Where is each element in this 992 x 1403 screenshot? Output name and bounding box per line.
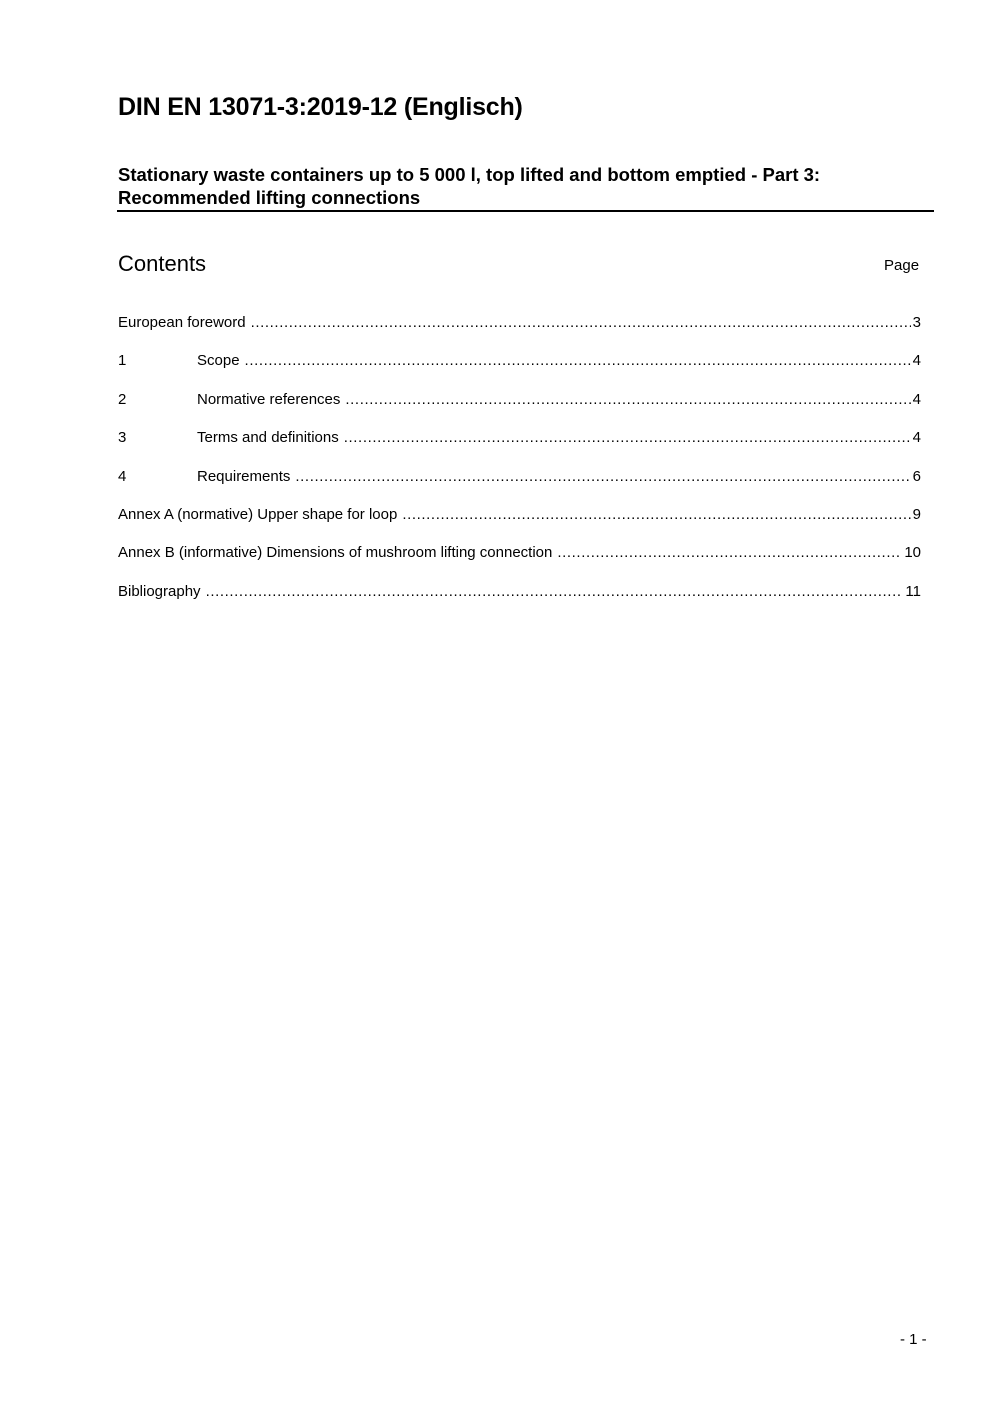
toc-leader-dots — [251, 314, 911, 331]
toc-entry-annex-a[interactable] — [118, 506, 921, 544]
toc-entry-page: 4 — [912, 429, 921, 447]
toc-entry-page: 11 — [905, 582, 921, 600]
toc-entry-number: 4 — [118, 467, 127, 485]
toc-entry-page: 3 — [912, 314, 921, 331]
toc-leader-dots — [206, 583, 904, 600]
toc-entry-scope[interactable] — [118, 352, 921, 390]
toc-leader-dots — [295, 468, 910, 485]
document-subtitle: Stationary waste containers up to 5 000 l, top lifted and bottom emptied - Part 3: Recommended lifting connections — [118, 164, 821, 208]
toc-entry-terms-and-definitions[interactable] — [118, 429, 921, 467]
toc-entry-page: 10 — [904, 544, 921, 562]
toc-leader-dots — [557, 544, 902, 561]
toc-leader-dots — [345, 391, 910, 408]
toc-entry-requirements[interactable] — [118, 468, 921, 506]
toc-entry-title: Bibliography — [118, 582, 201, 600]
toc-entry-number: 3 — [118, 429, 127, 447]
toc-entry-number: 2 — [118, 390, 127, 408]
contents-heading: Contents — [118, 251, 207, 276]
toc-leader-dots — [402, 506, 910, 523]
toc-entry-annex-b[interactable] — [118, 544, 921, 582]
toc-entry-number: 1 — [118, 352, 127, 370]
toc-entry-page: 6 — [912, 467, 921, 485]
toc-entry-title: Annex A (normative) Upper shape for loop — [118, 505, 398, 523]
toc-entry-title: Requirements — [197, 467, 291, 485]
toc-entry-bibliography[interactable] — [118, 583, 921, 621]
toc-leader-dots — [245, 352, 911, 369]
toc-entry-european-foreword[interactable] — [118, 314, 921, 352]
toc-entry-page: 4 — [912, 390, 921, 408]
toc-entry-page: 9 — [912, 505, 921, 523]
table-of-contents — [118, 314, 921, 621]
toc-entry-title: Annex B (informative) Dimensions of mushroom lifting connection — [118, 544, 553, 562]
page-column-heading: Page — [884, 257, 920, 274]
toc-entry-title: Normative references — [197, 390, 341, 408]
toc-entry-title: European foreword — [118, 314, 246, 331]
toc-entry-title: Scope — [197, 352, 240, 370]
toc-entry-normative-references[interactable] — [118, 391, 921, 429]
toc-leader-dots — [344, 429, 911, 446]
toc-entry-title: Terms and definitions — [197, 429, 339, 447]
document-title: DIN EN 13071-3:2019-12 (Englisch) — [118, 93, 523, 121]
footer-page-number: - 1 - — [900, 1331, 927, 1348]
subtitle-divider — [117, 210, 934, 212]
toc-entry-page: 4 — [912, 352, 921, 370]
